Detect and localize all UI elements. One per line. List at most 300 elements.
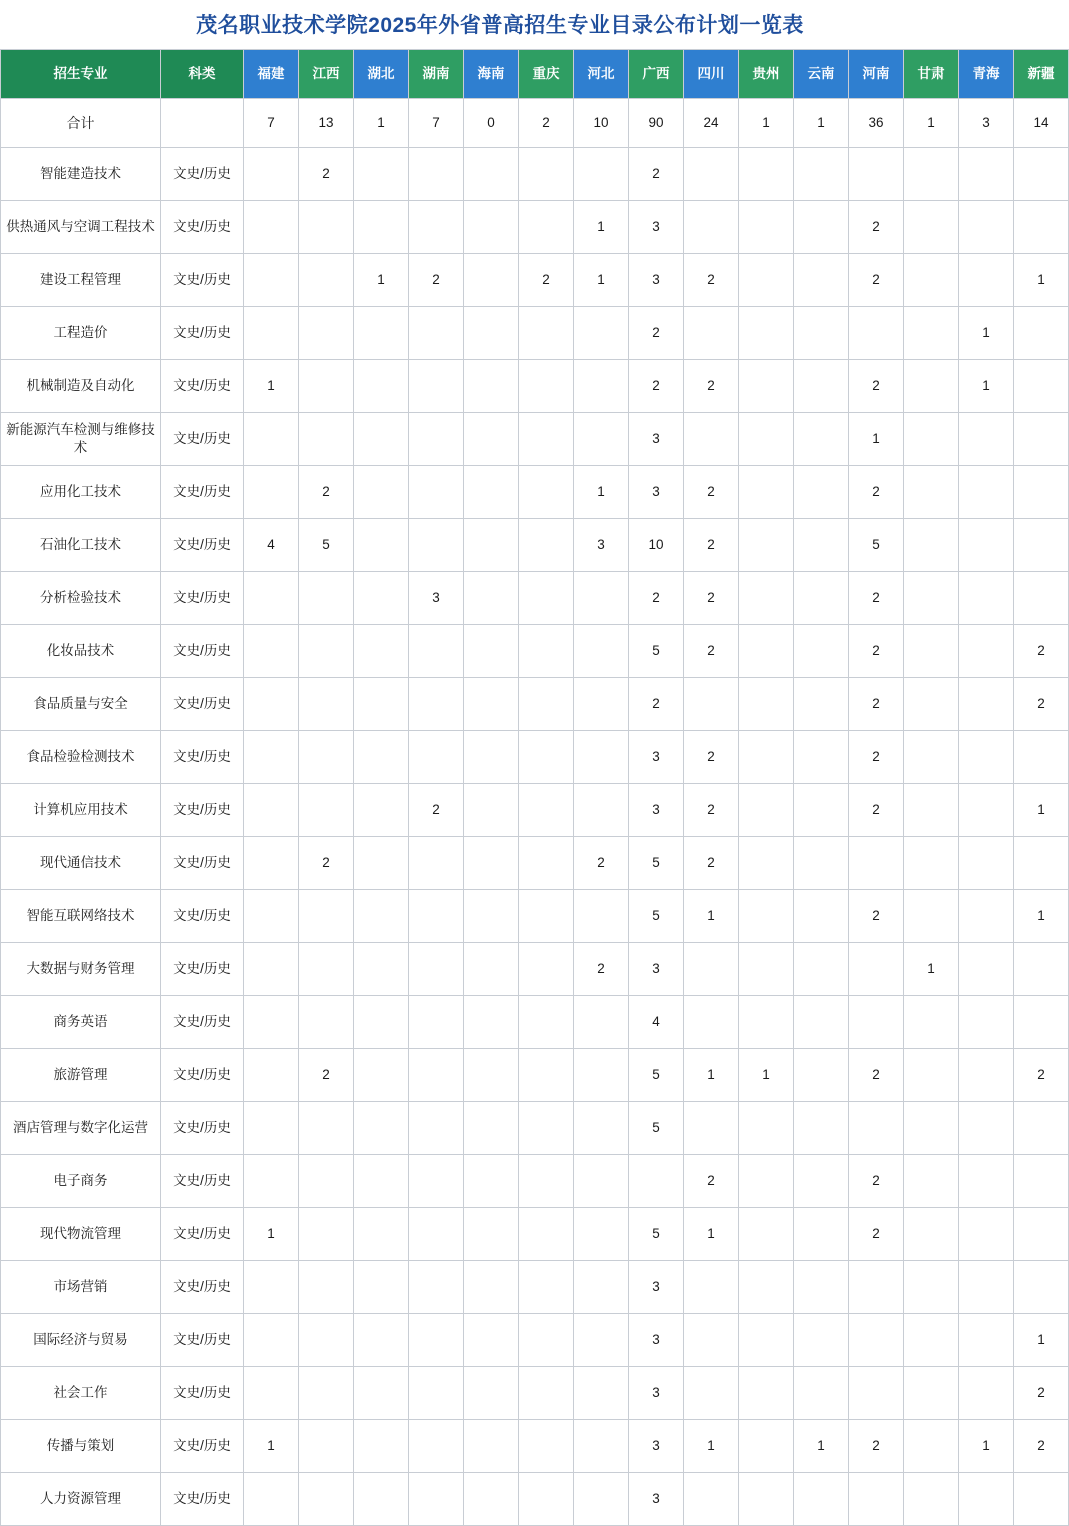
total-cell: 7 xyxy=(409,99,464,148)
plan-cell xyxy=(354,678,409,731)
plan-cell xyxy=(464,148,519,201)
plan-cell xyxy=(299,996,354,1049)
major-category: 文史/历史 xyxy=(161,254,244,307)
plan-cell xyxy=(739,784,794,837)
plan-cell xyxy=(794,1155,849,1208)
table-row xyxy=(1,731,1069,784)
plan-cell xyxy=(519,890,574,943)
total-cell: 14 xyxy=(1014,99,1069,148)
plan-cell xyxy=(904,1473,959,1526)
plan-cell xyxy=(629,1155,684,1208)
plan-cell xyxy=(794,678,849,731)
major-name: 建设工程管理 xyxy=(1,254,161,307)
major-category: 文史/历史 xyxy=(161,731,244,784)
plan-cell xyxy=(354,1208,409,1261)
plan-cell xyxy=(739,731,794,784)
plan-cell xyxy=(409,890,464,943)
plan-cell xyxy=(244,466,299,519)
plan-cell xyxy=(1014,201,1069,254)
plan-cell xyxy=(409,148,464,201)
plan-cell xyxy=(959,413,1014,466)
major-category: 文史/历史 xyxy=(161,148,244,201)
plan-cell: 3 xyxy=(629,413,684,466)
major-category: 文史/历史 xyxy=(161,1049,244,1102)
table-row xyxy=(1,1314,1069,1367)
plan-cell xyxy=(904,1208,959,1261)
plan-cell: 2 xyxy=(849,201,904,254)
plan-cell xyxy=(849,1314,904,1367)
plan-cell xyxy=(299,625,354,678)
plan-cell xyxy=(794,1102,849,1155)
plan-cell xyxy=(684,148,739,201)
plan-cell xyxy=(574,890,629,943)
plan-cell: 2 xyxy=(849,678,904,731)
plan-cell: 2 xyxy=(684,466,739,519)
plan-cell xyxy=(794,519,849,572)
plan-cell xyxy=(574,731,629,784)
plan-cell xyxy=(519,1314,574,1367)
table-row xyxy=(1,1367,1069,1420)
plan-cell xyxy=(739,413,794,466)
plan-cell xyxy=(904,890,959,943)
major-category: 文史/历史 xyxy=(161,1102,244,1155)
plan-cell xyxy=(299,678,354,731)
plan-cell: 5 xyxy=(629,1049,684,1102)
major-category: 文史/历史 xyxy=(161,466,244,519)
header-province: 湖南 xyxy=(409,50,464,99)
table-row xyxy=(1,360,1069,413)
plan-cell xyxy=(849,996,904,1049)
header-category: 科类 xyxy=(161,50,244,99)
major-name: 化妆品技术 xyxy=(1,625,161,678)
plan-cell xyxy=(464,307,519,360)
plan-cell xyxy=(739,148,794,201)
plan-cell xyxy=(464,837,519,890)
plan-cell: 1 xyxy=(1014,890,1069,943)
plan-cell xyxy=(409,201,464,254)
plan-cell xyxy=(464,201,519,254)
table-row xyxy=(1,572,1069,625)
plan-cell xyxy=(299,1155,354,1208)
plan-cell: 2 xyxy=(684,837,739,890)
header-province: 海南 xyxy=(464,50,519,99)
plan-cell xyxy=(684,1367,739,1420)
plan-cell xyxy=(1014,466,1069,519)
plan-cell xyxy=(354,360,409,413)
major-category: 文史/历史 xyxy=(161,519,244,572)
major-name: 市场营销 xyxy=(1,1261,161,1314)
plan-cell: 2 xyxy=(849,1420,904,1473)
plan-cell xyxy=(794,201,849,254)
plan-cell xyxy=(354,1049,409,1102)
plan-cell xyxy=(959,625,1014,678)
plan-cell xyxy=(739,572,794,625)
plan-cell xyxy=(959,1367,1014,1420)
plan-cell: 1 xyxy=(959,1420,1014,1473)
plan-cell: 3 xyxy=(629,1367,684,1420)
plan-cell xyxy=(519,678,574,731)
plan-cell xyxy=(299,784,354,837)
plan-cell xyxy=(904,1049,959,1102)
major-name: 传播与策划 xyxy=(1,1420,161,1473)
plan-cell xyxy=(794,1049,849,1102)
plan-cell xyxy=(794,1261,849,1314)
plan-cell: 2 xyxy=(684,519,739,572)
plan-cell: 1 xyxy=(574,254,629,307)
major-name: 国际经济与贸易 xyxy=(1,1314,161,1367)
plan-cell xyxy=(904,1314,959,1367)
plan-cell xyxy=(574,413,629,466)
plan-cell xyxy=(244,1367,299,1420)
plan-cell xyxy=(244,784,299,837)
plan-cell xyxy=(904,996,959,1049)
table-row xyxy=(1,890,1069,943)
plan-cell xyxy=(794,1473,849,1526)
plan-cell xyxy=(904,466,959,519)
plan-cell xyxy=(1014,1102,1069,1155)
plan-cell xyxy=(574,1261,629,1314)
plan-cell: 3 xyxy=(629,201,684,254)
plan-cell xyxy=(464,466,519,519)
major-name: 新能源汽车检测与维修技术 xyxy=(1,413,161,466)
plan-cell xyxy=(1014,413,1069,466)
plan-cell: 2 xyxy=(299,148,354,201)
plan-cell xyxy=(794,625,849,678)
plan-cell xyxy=(1014,943,1069,996)
plan-cell: 1 xyxy=(739,1049,794,1102)
plan-cell: 3 xyxy=(629,1473,684,1526)
plan-cell xyxy=(849,1367,904,1420)
plan-cell xyxy=(409,1155,464,1208)
plan-cell xyxy=(519,360,574,413)
admission-plan-table xyxy=(0,49,1069,1526)
plan-cell xyxy=(244,1155,299,1208)
plan-cell xyxy=(519,943,574,996)
plan-cell xyxy=(299,1208,354,1261)
plan-cell xyxy=(354,943,409,996)
header-province: 广西 xyxy=(629,50,684,99)
table-row xyxy=(1,1049,1069,1102)
plan-cell xyxy=(354,1102,409,1155)
plan-cell xyxy=(959,1314,1014,1367)
plan-cell xyxy=(574,1155,629,1208)
plan-cell xyxy=(354,519,409,572)
major-name: 社会工作 xyxy=(1,1367,161,1420)
plan-cell: 3 xyxy=(629,1314,684,1367)
total-cell: 1 xyxy=(794,99,849,148)
plan-cell xyxy=(464,1314,519,1367)
plan-cell xyxy=(409,466,464,519)
plan-cell xyxy=(354,996,409,1049)
table-row xyxy=(1,1102,1069,1155)
plan-cell xyxy=(794,943,849,996)
plan-cell xyxy=(409,943,464,996)
major-name: 应用化工技术 xyxy=(1,466,161,519)
plan-cell xyxy=(794,731,849,784)
major-category: 文史/历史 xyxy=(161,360,244,413)
total-cell: 3 xyxy=(959,99,1014,148)
plan-cell xyxy=(519,1102,574,1155)
plan-cell xyxy=(684,678,739,731)
plan-cell xyxy=(739,307,794,360)
plan-cell: 1 xyxy=(904,943,959,996)
plan-cell xyxy=(464,360,519,413)
plan-cell xyxy=(519,1049,574,1102)
table-row xyxy=(1,784,1069,837)
plan-cell xyxy=(959,1102,1014,1155)
plan-cell xyxy=(794,466,849,519)
major-name: 电子商务 xyxy=(1,1155,161,1208)
table-row xyxy=(1,413,1069,466)
plan-cell: 3 xyxy=(629,1420,684,1473)
major-category: 文史/历史 xyxy=(161,1420,244,1473)
plan-cell xyxy=(574,678,629,731)
plan-cell xyxy=(794,148,849,201)
plan-cell xyxy=(574,572,629,625)
header-province: 重庆 xyxy=(519,50,574,99)
plan-cell xyxy=(354,731,409,784)
plan-cell xyxy=(519,784,574,837)
table-row xyxy=(1,307,1069,360)
plan-cell xyxy=(409,519,464,572)
table-row-total xyxy=(1,99,1069,148)
plan-cell xyxy=(739,519,794,572)
plan-cell xyxy=(409,837,464,890)
major-name: 旅游管理 xyxy=(1,1049,161,1102)
total-label: 合计 xyxy=(1,99,161,148)
plan-cell xyxy=(904,678,959,731)
plan-cell xyxy=(739,254,794,307)
plan-cell xyxy=(299,254,354,307)
major-category: 文史/历史 xyxy=(161,413,244,466)
plan-cell xyxy=(409,731,464,784)
plan-cell xyxy=(574,1208,629,1261)
plan-cell: 1 xyxy=(244,1208,299,1261)
plan-cell xyxy=(244,1473,299,1526)
plan-cell: 2 xyxy=(849,625,904,678)
plan-cell xyxy=(904,784,959,837)
plan-cell: 1 xyxy=(959,360,1014,413)
plan-cell xyxy=(684,1102,739,1155)
header-province: 甘肃 xyxy=(904,50,959,99)
major-category: 文史/历史 xyxy=(161,1261,244,1314)
plan-cell: 2 xyxy=(299,466,354,519)
plan-cell xyxy=(354,837,409,890)
plan-cell: 2 xyxy=(574,943,629,996)
major-category: 文史/历史 xyxy=(161,890,244,943)
plan-cell xyxy=(959,678,1014,731)
plan-cell xyxy=(299,1367,354,1420)
plan-cell xyxy=(299,943,354,996)
plan-cell: 2 xyxy=(299,837,354,890)
plan-cell xyxy=(354,625,409,678)
plan-cell xyxy=(354,1420,409,1473)
plan-cell xyxy=(794,1314,849,1367)
plan-cell xyxy=(684,1261,739,1314)
plan-cell xyxy=(574,784,629,837)
plan-cell xyxy=(464,1208,519,1261)
plan-cell xyxy=(519,1155,574,1208)
plan-cell: 2 xyxy=(1014,1367,1069,1420)
plan-cell: 3 xyxy=(629,1261,684,1314)
plan-cell: 5 xyxy=(629,1102,684,1155)
plan-cell xyxy=(354,148,409,201)
plan-cell xyxy=(244,890,299,943)
plan-cell: 2 xyxy=(629,572,684,625)
plan-cell xyxy=(409,360,464,413)
plan-cell xyxy=(684,201,739,254)
plan-cell: 5 xyxy=(629,1208,684,1261)
plan-cell xyxy=(464,519,519,572)
plan-cell xyxy=(299,201,354,254)
plan-cell xyxy=(409,996,464,1049)
plan-cell xyxy=(409,1314,464,1367)
plan-cell xyxy=(464,943,519,996)
total-cell: 7 xyxy=(244,99,299,148)
plan-cell: 2 xyxy=(684,254,739,307)
major-category: 文史/历史 xyxy=(161,784,244,837)
plan-cell xyxy=(904,837,959,890)
plan-cell: 2 xyxy=(849,890,904,943)
plan-cell xyxy=(1014,1208,1069,1261)
table-row xyxy=(1,943,1069,996)
plan-cell xyxy=(959,254,1014,307)
plan-cell: 2 xyxy=(849,1049,904,1102)
major-category: 文史/历史 xyxy=(161,1208,244,1261)
plan-cell xyxy=(244,254,299,307)
table-row xyxy=(1,837,1069,890)
plan-cell xyxy=(959,1155,1014,1208)
major-name: 分析检验技术 xyxy=(1,572,161,625)
plan-cell xyxy=(464,572,519,625)
plan-cell xyxy=(464,784,519,837)
plan-cell: 2 xyxy=(849,572,904,625)
plan-cell xyxy=(959,519,1014,572)
major-name: 人力资源管理 xyxy=(1,1473,161,1526)
plan-cell xyxy=(574,1420,629,1473)
plan-cell: 3 xyxy=(629,466,684,519)
total-cell: 13 xyxy=(299,99,354,148)
plan-cell xyxy=(904,572,959,625)
plan-cell xyxy=(739,1473,794,1526)
plan-cell: 1 xyxy=(794,1420,849,1473)
header-province: 河南 xyxy=(849,50,904,99)
plan-cell: 1 xyxy=(684,1420,739,1473)
plan-cell: 2 xyxy=(629,678,684,731)
plan-cell xyxy=(354,1261,409,1314)
plan-cell: 3 xyxy=(574,519,629,572)
plan-cell: 1 xyxy=(684,890,739,943)
plan-cell xyxy=(849,1261,904,1314)
major-name: 智能互联网络技术 xyxy=(1,890,161,943)
plan-cell xyxy=(1014,837,1069,890)
plan-cell xyxy=(739,1261,794,1314)
plan-cell: 5 xyxy=(629,890,684,943)
plan-cell xyxy=(244,943,299,996)
plan-cell xyxy=(464,1102,519,1155)
plan-cell xyxy=(794,784,849,837)
plan-cell xyxy=(959,466,1014,519)
plan-cell xyxy=(959,890,1014,943)
plan-cell xyxy=(739,625,794,678)
table-row xyxy=(1,466,1069,519)
plan-cell: 3 xyxy=(629,784,684,837)
major-name: 食品质量与安全 xyxy=(1,678,161,731)
total-cell: 1 xyxy=(354,99,409,148)
plan-cell xyxy=(794,413,849,466)
plan-cell xyxy=(739,1102,794,1155)
header-province: 湖北 xyxy=(354,50,409,99)
header-province: 四川 xyxy=(684,50,739,99)
plan-cell xyxy=(519,1367,574,1420)
page-title: 茂名职业技术学院2025年外省普高招生专业目录公布计划一览表 xyxy=(196,14,804,37)
plan-cell xyxy=(959,996,1014,1049)
total-cell: 2 xyxy=(519,99,574,148)
plan-cell: 2 xyxy=(629,148,684,201)
plan-cell xyxy=(574,148,629,201)
plan-cell xyxy=(409,1102,464,1155)
plan-cell xyxy=(739,1367,794,1420)
plan-cell xyxy=(794,360,849,413)
plan-cell xyxy=(409,1367,464,1420)
plan-cell xyxy=(849,1473,904,1526)
plan-cell xyxy=(299,1420,354,1473)
table-row xyxy=(1,148,1069,201)
major-name: 现代通信技术 xyxy=(1,837,161,890)
plan-cell: 4 xyxy=(244,519,299,572)
plan-cell xyxy=(1014,731,1069,784)
plan-cell xyxy=(1014,307,1069,360)
plan-cell xyxy=(1014,996,1069,1049)
plan-cell: 1 xyxy=(574,201,629,254)
plan-cell xyxy=(464,413,519,466)
plan-cell xyxy=(904,307,959,360)
plan-cell: 2 xyxy=(519,254,574,307)
plan-cell xyxy=(849,307,904,360)
plan-cell xyxy=(904,731,959,784)
plan-cell xyxy=(794,837,849,890)
plan-cell xyxy=(464,1049,519,1102)
plan-cell: 3 xyxy=(629,254,684,307)
plan-cell xyxy=(574,625,629,678)
plan-cell xyxy=(519,731,574,784)
plan-cell xyxy=(904,1102,959,1155)
plan-cell xyxy=(244,572,299,625)
plan-cell xyxy=(1014,1155,1069,1208)
plan-cell xyxy=(519,148,574,201)
plan-cell xyxy=(959,1261,1014,1314)
plan-cell xyxy=(299,890,354,943)
plan-cell: 1 xyxy=(574,466,629,519)
plan-cell xyxy=(519,307,574,360)
plan-cell xyxy=(904,1420,959,1473)
plan-cell xyxy=(464,1155,519,1208)
plan-cell xyxy=(464,996,519,1049)
plan-cell: 1 xyxy=(959,307,1014,360)
total-cell: 1 xyxy=(904,99,959,148)
major-category: 文史/历史 xyxy=(161,625,244,678)
plan-cell: 2 xyxy=(1014,678,1069,731)
major-name: 酒店管理与数字化运营 xyxy=(1,1102,161,1155)
plan-cell xyxy=(409,625,464,678)
plan-cell xyxy=(794,890,849,943)
total-cell: 90 xyxy=(629,99,684,148)
table-row xyxy=(1,1261,1069,1314)
plan-cell xyxy=(794,572,849,625)
plan-cell: 2 xyxy=(849,731,904,784)
table-row xyxy=(1,201,1069,254)
plan-cell xyxy=(1014,360,1069,413)
